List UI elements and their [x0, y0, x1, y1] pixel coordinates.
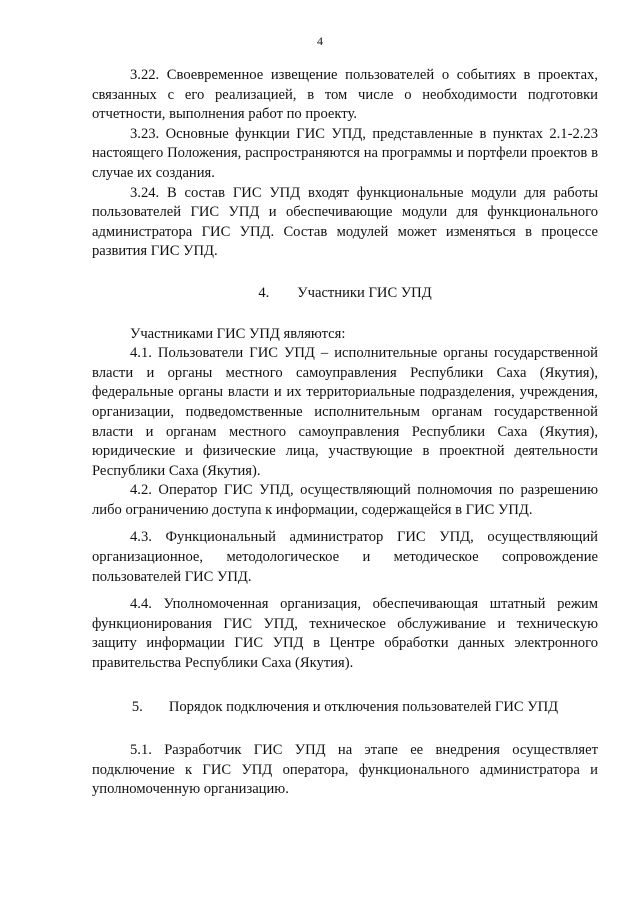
section-heading-5 — [92, 698, 598, 718]
document-body — [92, 66, 598, 800]
section-number-4: 4. — [258, 284, 270, 301]
page-number: 4 — [317, 34, 323, 48]
section-number-5: 5. — [131, 698, 143, 715]
participants-intro: Участниками ГИС УПД являются: — [130, 325, 346, 342]
paragraph-4-3: 4.3. Функциональный администратор ГИС УПД, осуществляющий организационное, методологическое и методическое сопровождение пользователей ГИС УПД. — [92, 529, 598, 585]
paragraph-5-1: 5.1. Разработчик ГИС УПД на этапе ее внедрения осуществляет подключение к ГИС УПД оператора, функционального администратора и уполномоченную организацию. — [92, 742, 598, 798]
section-title-4: Участники ГИС УПД — [297, 284, 432, 301]
paragraph-3-23: 3.23. Основные функции ГИС УПД, представленные в пунктах 2.1-2.23 настоящего Положения, распространяются на программы и портфели проектов в случае их создания. — [92, 125, 598, 181]
section-heading-4 — [92, 284, 598, 304]
section-title-5: Порядок подключения и отключения пользователей ГИС УПД — [168, 698, 559, 715]
paragraph-3-24: 3.24. В состав ГИС УПД входят функциональные модули для работы пользователей ГИС УПД и обеспечивающие модули для функционального администратора ГИС УПД. Состав модулей может изменяться в процессе развития ГИС УПД. — [92, 184, 598, 260]
paragraph-3-22: 3.22. Своевременное извещение пользователей о событиях в проектах, связанных с его реализацией, в том числе о необходимости подготовки отчетности, выполнения работ по проекту. — [92, 67, 598, 123]
paragraph-4-1: 4.1. Пользователи ГИС УПД – исполнительные органы государственной власти и органы местного самоуправления Республики Саха (Якутия), федеральные органы власти и их территориальные подразделения, учреждения, организации, подведомственные исполнительным органам государственной власти и органам местного самоуправления Республики Саха (Якутия), юридические и физические лица, участвующие в проектной деятельности Республики Саха (Якутия). — [92, 345, 598, 479]
paragraph-4-2: 4.2. Оператор ГИС УПД, осуществляющий полномочия по разрешению либо ограничению доступа к информации, содержащейся в ГИС УПД. — [92, 482, 598, 518]
paragraph-4-4: 4.4. Уполномоченная организация, обеспечивающая штатный режим функционирования ГИС УПД, техническое обслуживание и техническую защиту информации ГИС УПД в Центре обработки данных электронного правительства Республики Саха (Якутия). — [92, 596, 598, 672]
